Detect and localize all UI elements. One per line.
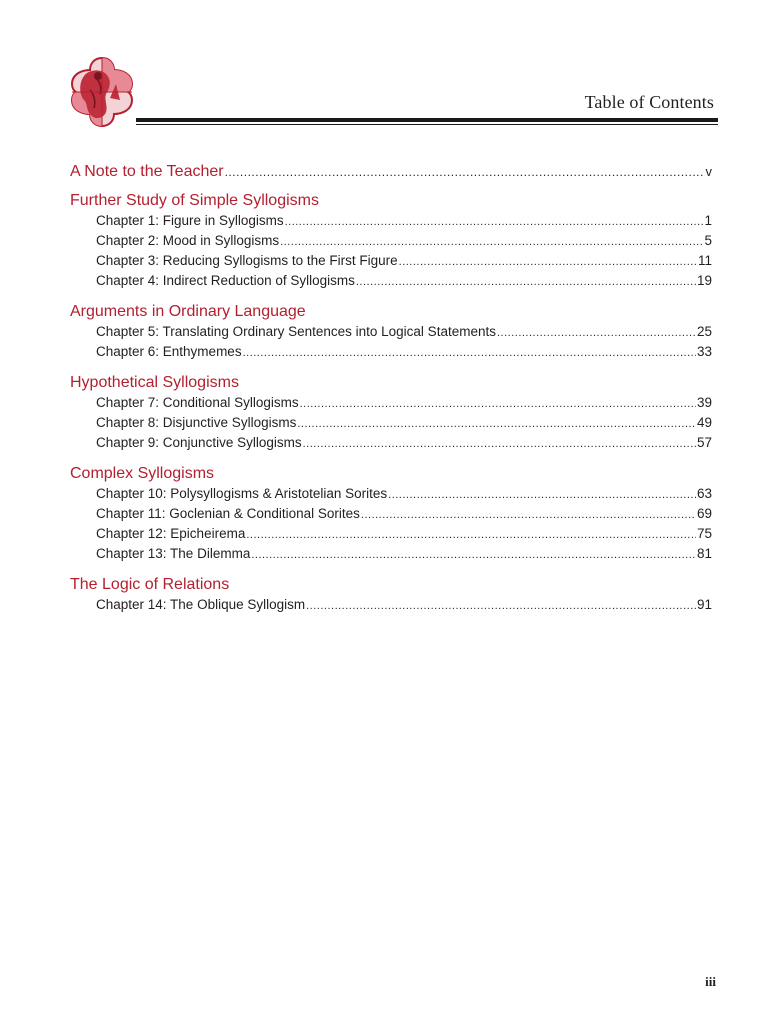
toc-entry-chapter[interactable] xyxy=(70,413,712,433)
chapter-title: Chapter 9: Conjunctive Syllogisms xyxy=(96,435,302,450)
chapter-title: Chapter 12: Epicheirema xyxy=(96,526,246,541)
toc-entry-title: A Note to the Teacher xyxy=(70,163,224,180)
dot-leader xyxy=(361,505,696,524)
header-rule-thin xyxy=(136,124,718,125)
chapter-title: Chapter 10: Polysyllogisms & Aristotelian Sorites xyxy=(96,486,388,501)
toc-section xyxy=(70,372,712,453)
chapter-page-number: 81 xyxy=(696,546,712,561)
toc-entry-chapter[interactable] xyxy=(70,231,712,251)
chapter-title: Chapter 6: Enthymemes xyxy=(96,344,242,359)
toc-entry-chapter[interactable] xyxy=(70,484,712,504)
chapter-title: Chapter 11: Goclenian & Conditional Sorites xyxy=(96,506,360,521)
toc-entry-chapter[interactable] xyxy=(70,524,712,544)
table-of-contents xyxy=(70,160,712,625)
toc-page-number: v xyxy=(705,164,712,179)
chapter-title: Chapter 8: Disjunctive Syllogisms xyxy=(96,415,297,430)
chapter-page-number: 25 xyxy=(696,324,712,339)
toc-entry-chapter[interactable] xyxy=(70,433,712,453)
chapter-title: Chapter 4: Indirect Reduction of Syllogisms xyxy=(96,273,355,288)
header-rule xyxy=(136,118,718,122)
toc-entry-chapter[interactable] xyxy=(70,393,712,413)
chapter-page-number: 33 xyxy=(696,344,712,359)
section-heading: The Logic of Relations xyxy=(70,576,230,593)
section-heading: Arguments in Ordinary Language xyxy=(70,303,306,320)
chapter-page-number: 5 xyxy=(704,233,712,248)
chapter-page-number: 49 xyxy=(696,415,712,430)
dot-leader xyxy=(280,232,703,251)
toc-section xyxy=(70,190,712,291)
chapter-title: Chapter 5: Translating Ordinary Sentences into Logical Statements xyxy=(96,324,496,339)
page-title: Table of Contents xyxy=(584,92,714,112)
section-heading: Further Study of Simple Syllogisms xyxy=(70,192,319,209)
chapter-title: Chapter 13: The Dilemma xyxy=(96,546,251,561)
chapter-title: Chapter 1: Figure in Syllogisms xyxy=(96,213,284,228)
chapter-title: Chapter 2: Mood in Syllogisms xyxy=(96,233,280,248)
dot-leader xyxy=(303,434,696,453)
toc-entry-chapter[interactable] xyxy=(70,595,712,615)
dot-leader xyxy=(285,212,704,231)
chapter-page-number: 1 xyxy=(704,213,712,228)
chapter-page-number: 63 xyxy=(696,486,712,501)
page-number: iii xyxy=(705,974,716,989)
toc-entry-chapter[interactable] xyxy=(70,211,712,231)
dot-leader xyxy=(399,252,697,271)
chapter-title: Chapter 3: Reducing Syllogisms to the First Figure xyxy=(96,253,398,268)
toc-entry-teacher-note[interactable] xyxy=(70,160,712,184)
toc-entry-chapter[interactable] xyxy=(70,322,712,342)
section-heading: Hypothetical Syllogisms xyxy=(70,374,239,391)
dot-leader xyxy=(300,394,696,413)
toc-section xyxy=(70,301,712,362)
chapter-page-number: 39 xyxy=(696,395,712,410)
chapter-page-number: 11 xyxy=(697,253,712,268)
toc-entry-chapter[interactable] xyxy=(70,251,712,271)
toc-entry-chapter[interactable] xyxy=(70,504,712,524)
chapter-page-number: 19 xyxy=(696,273,712,288)
toc-section xyxy=(70,574,712,615)
section-heading: Complex Syllogisms xyxy=(70,465,215,482)
dot-leader xyxy=(306,596,696,615)
chapter-title: Chapter 14: The Oblique Syllogism xyxy=(96,597,306,612)
dot-leader xyxy=(297,414,696,433)
dot-leader xyxy=(243,343,696,362)
chapter-title: Chapter 7: Conditional Syllogisms xyxy=(96,395,299,410)
toc-section xyxy=(70,463,712,564)
chapter-page-number: 75 xyxy=(696,526,712,541)
toc-entry-chapter[interactable] xyxy=(70,342,712,362)
dot-leader xyxy=(246,525,696,544)
dot-leader xyxy=(251,545,696,564)
toc-entry-chapter[interactable] xyxy=(70,544,712,564)
dot-leader xyxy=(497,323,696,342)
toc-sections xyxy=(70,190,712,615)
dot-leader xyxy=(356,272,696,291)
chapter-page-number: 57 xyxy=(696,435,712,450)
chapter-page-number: 91 xyxy=(696,597,712,612)
quatrefoil-emblem-icon xyxy=(66,54,138,130)
dot-leader xyxy=(388,485,696,504)
chapter-page-number: 69 xyxy=(696,506,712,521)
dot-leader xyxy=(225,160,705,184)
toc-entry-chapter[interactable] xyxy=(70,271,712,291)
